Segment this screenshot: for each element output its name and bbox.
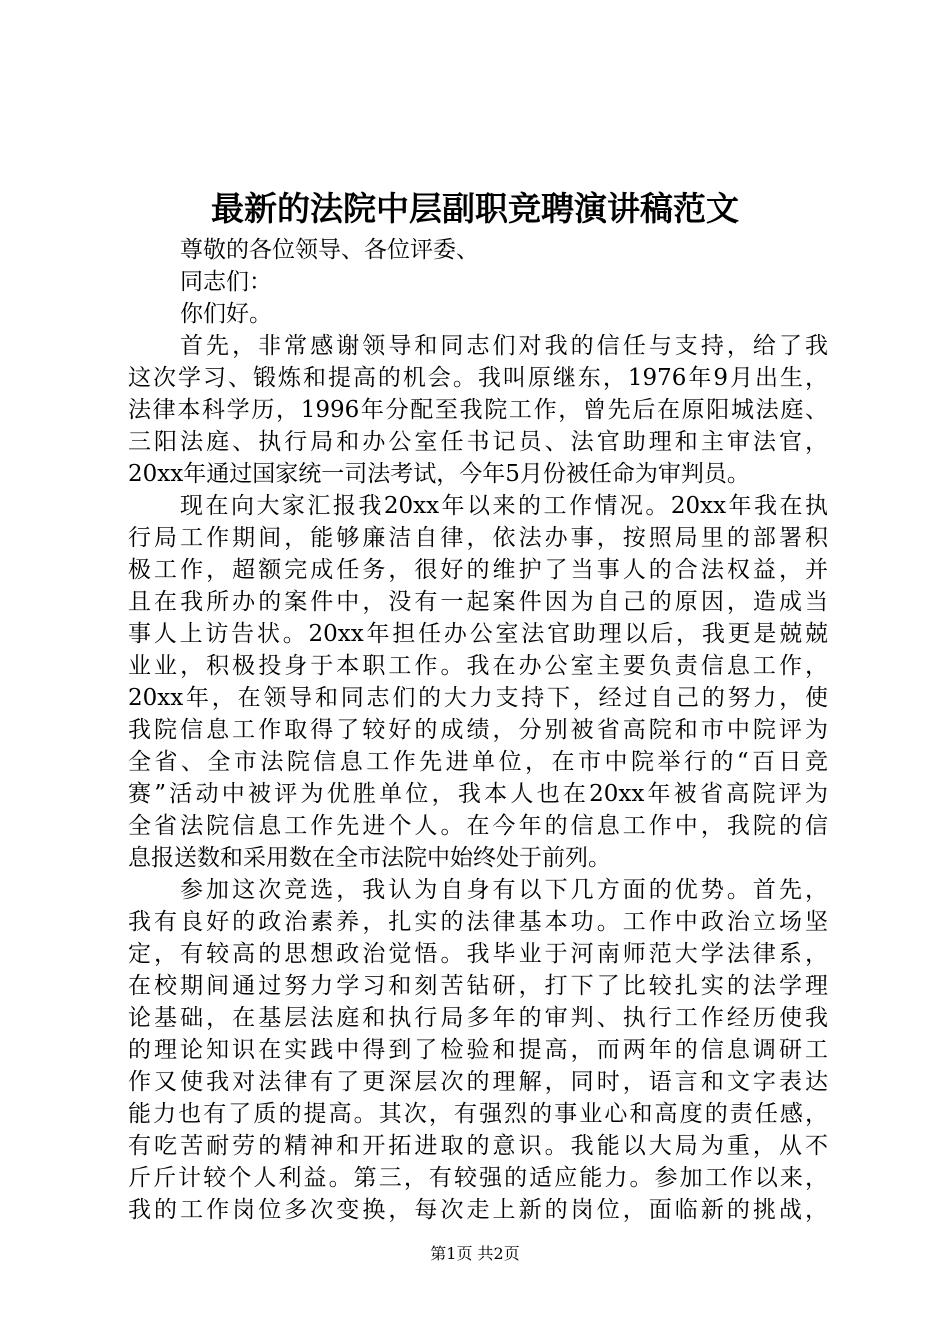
body-line: 20xx年，在领导和同志们的大力支持下，经过自己的努力，使 <box>128 685 828 711</box>
body-line: 定，有较高的思想政治觉悟。我毕业于河南师范大学法律系， <box>128 941 828 967</box>
document-title: 最新的法院中层副职竞聘演讲稿范文 <box>211 189 739 228</box>
body-line: 息报送数和采用数在全市法院中始终处于前列。 <box>128 845 611 871</box>
body-line: 作又使我对法律有了更深层次的理解，同时，语言和文字表达 <box>128 1069 828 1095</box>
body-line: 我的工作岗位多次变换，每次走上新的岗位，面临新的挑战， <box>128 1197 828 1223</box>
body-line: 业业，积极投身于本职工作。我在办公室主要负责信息工作， <box>128 653 828 679</box>
body-line: 极工作，超额完成任务，很好的维护了当事人的合法权益，并 <box>128 557 828 583</box>
body-line: 尊敬的各位领导、各位评委、 <box>180 237 479 263</box>
body-line: 赛”活动中被评为优胜单位，我本人也在20xx年被省高院评为 <box>128 781 828 807</box>
body-line: 有吃苦耐劳的精神和开拓进取的意识。我能以大局为重，从不 <box>128 1133 828 1159</box>
body-line: 这次学习、锻炼和提高的机会。我叫原继东，1976年9月出生， <box>128 365 828 391</box>
body-line: 的理论知识在实践中得到了检验和提高，而两年的信息调研工 <box>128 1037 828 1063</box>
document-body <box>128 234 828 1226</box>
body-line: 20xx年通过国家统一司法考试，今年5月份被任命为审判员。 <box>128 461 750 487</box>
body-line: 参加这次竞选，我认为自身有以下几方面的优势。首先， <box>180 877 828 903</box>
body-line: 我有良好的政治素养，扎实的法律基本功。工作中政治立场坚 <box>128 909 828 935</box>
body-line: 论基础，在基层法庭和执行局多年的审判、执行工作经历使我 <box>128 1005 828 1031</box>
body-line: 能力也有了质的提高。其次，有强烈的事业心和高度的责任感， <box>128 1101 828 1127</box>
body-line: 你们好。 <box>180 301 272 327</box>
body-line: 现在向大家汇报我20xx年以来的工作情况。20xx年我在执 <box>180 493 828 519</box>
body-line: 首先，非常感谢领导和同志们对我的信任与支持，给了我 <box>180 333 828 359</box>
body-line: 在校期间通过努力学习和刻苦钻研，打下了比较扎实的法学理 <box>128 973 828 999</box>
body-line: 行局工作期间，能够廉洁自律，依法办事，按照局里的部署积 <box>128 525 828 551</box>
body-line: 事人上访告状。20xx年担任办公室法官助理以后，我更是兢兢 <box>128 621 828 647</box>
body-line: 我院信息工作取得了较好的成绩，分别被省高院和市中院评为 <box>128 717 828 743</box>
body-line: 同志们： <box>180 269 272 295</box>
body-line: 全省法院信息工作先进个人。在今年的信息工作中，我院的信 <box>128 813 828 839</box>
body-line: 斤斤计较个人利益。第三，有较强的适应能力。参加工作以来， <box>128 1165 828 1191</box>
body-line: 三阳法庭、执行局和办公室任书记员、法官助理和主审法官， <box>128 429 828 455</box>
body-line: 法律本科学历，1996年分配至我院工作，曾先后在原阳城法庭、 <box>128 397 828 423</box>
page-footer: 第1页 共2页 <box>430 1244 520 1263</box>
body-line: 且在我所办的案件中，没有一起案件因为自己的原因，造成当 <box>128 589 828 615</box>
body-line: 全省、全市法院信息工作先进单位，在市中院举行的“百日竞 <box>128 749 828 775</box>
